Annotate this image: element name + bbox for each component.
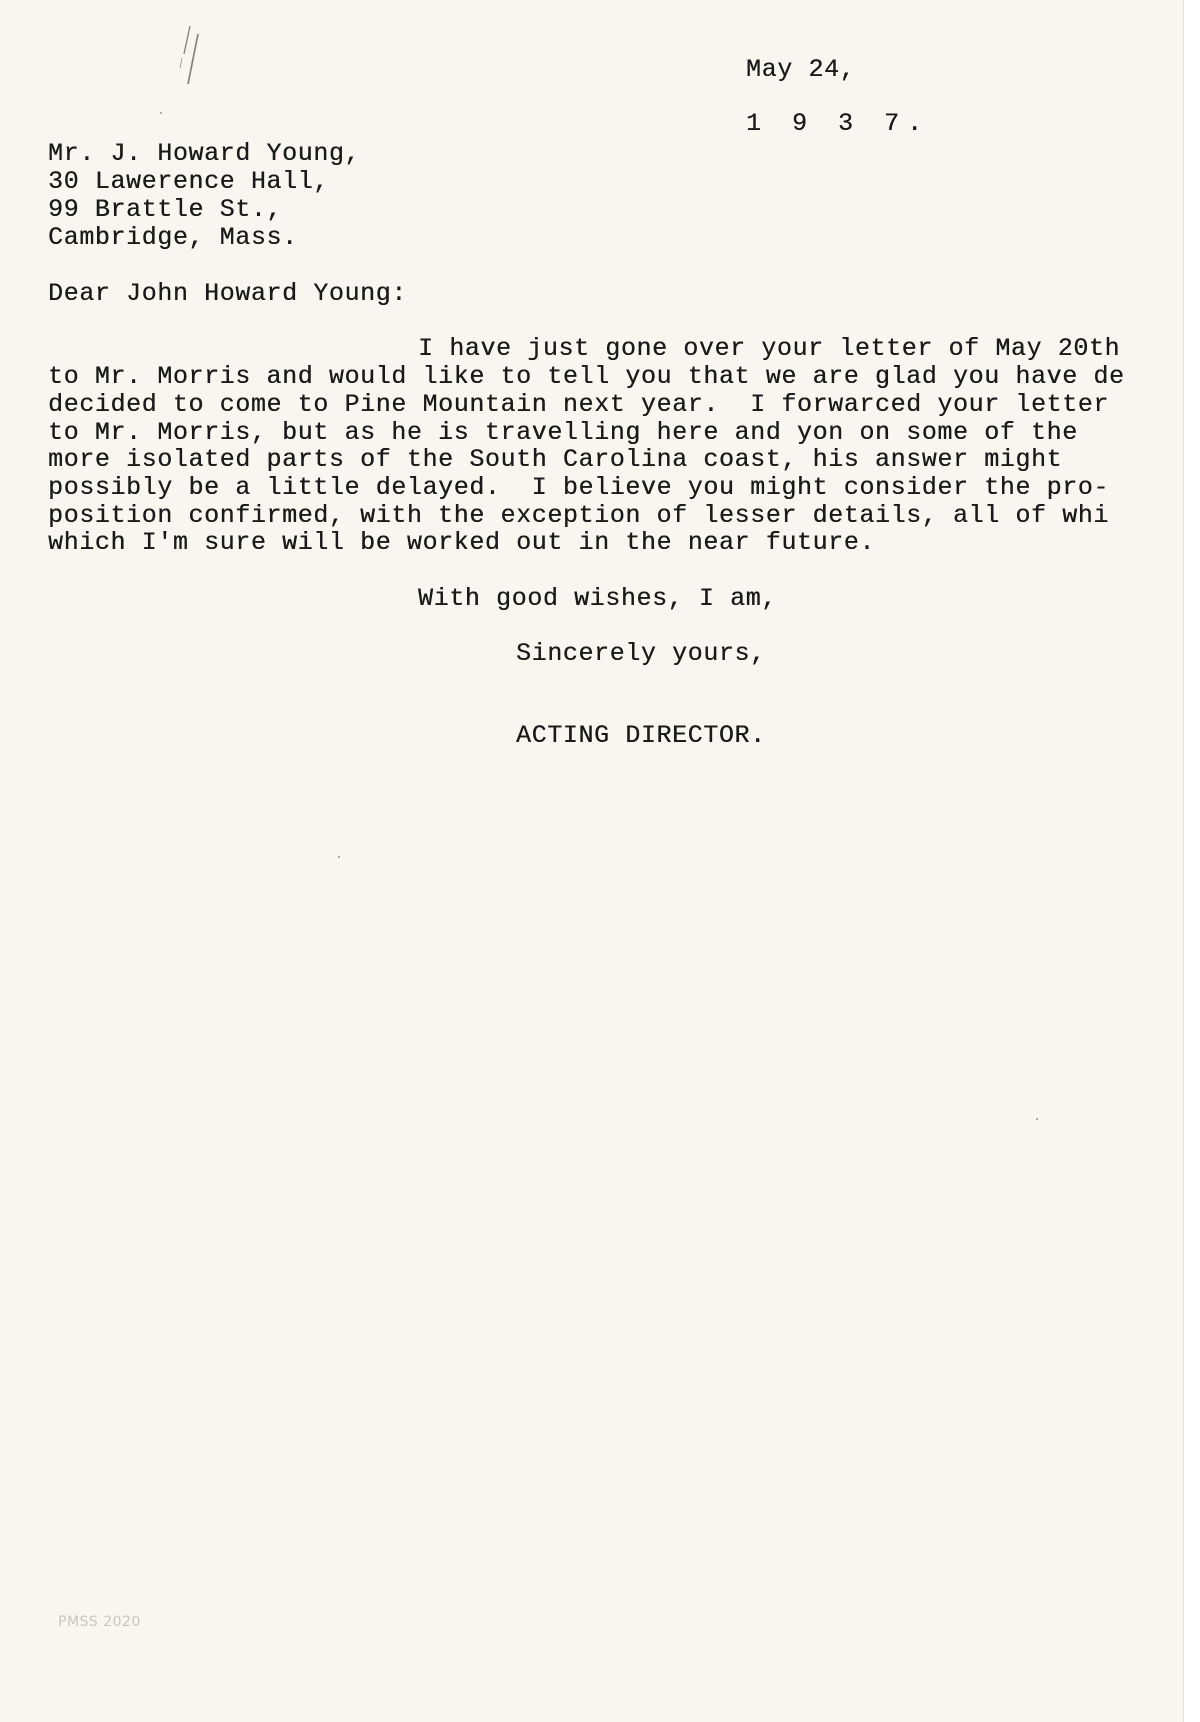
recipient-address-line: 30 Lawerence Hall,: [48, 167, 329, 196]
closing-wishes: With good wishes, I am,: [418, 584, 777, 613]
letter-year: 1 9 3 7.: [746, 109, 931, 138]
recipient-street: 99 Brattle St.,: [48, 195, 283, 224]
archive-watermark: PMSS 2020: [58, 1614, 141, 1630]
paper-speck: [338, 856, 340, 858]
body-line-8: which I'm sure will be worked out in the near future.: [48, 528, 875, 557]
pencil-mark-icon: [168, 24, 208, 94]
salutation: Dear John Howard Young:: [48, 279, 407, 308]
body-line-1: I have just gone over your letter of May 20th: [418, 334, 1121, 363]
body-line-3: decided to come to Pine Mountain next year. I forwarced your letter: [48, 390, 1109, 419]
signature-title: ACTING DIRECTOR.: [516, 721, 766, 750]
closing-sincerely: Sincerely yours,: [516, 639, 766, 668]
recipient-name: Mr. J. Howard Young,: [48, 139, 361, 168]
recipient-city: Cambridge, Mass.: [48, 223, 298, 252]
paper-speck: [160, 112, 162, 114]
body-line-2: to Mr. Morris and would like to tell you that we are glad you have de: [48, 362, 1125, 391]
body-line-6: possibly be a little delayed. I believe you might consider the pro-: [48, 473, 1109, 502]
body-line-5: more isolated parts of the South Carolina coast, his answer might: [48, 445, 1063, 474]
paper-speck: [1036, 1118, 1038, 1120]
body-line-4: to Mr. Morris, but as he is travelling here and yon on some of the: [48, 418, 1078, 447]
letter-date: May 24,: [746, 55, 856, 84]
body-line-7: position confirmed, with the exception of lesser details, all of whi: [48, 501, 1109, 530]
